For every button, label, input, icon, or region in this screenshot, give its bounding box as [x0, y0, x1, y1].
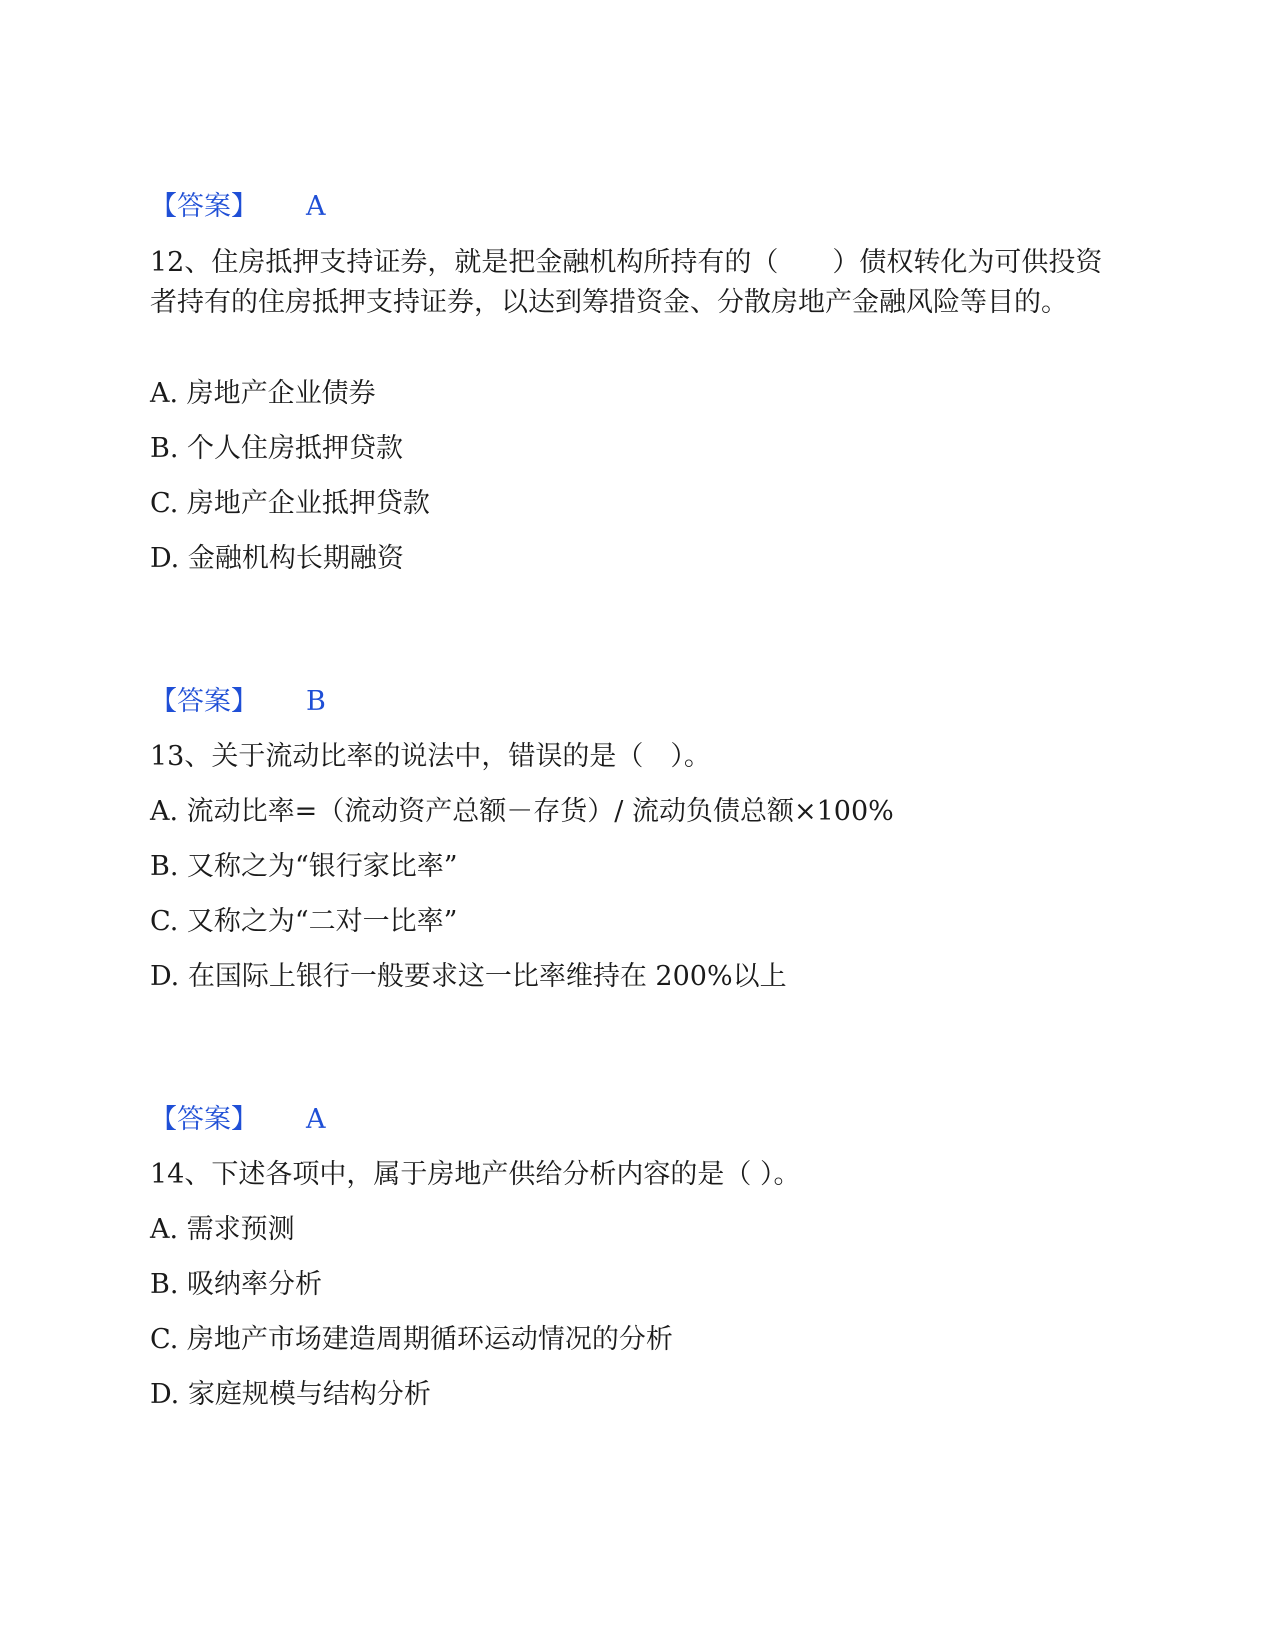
option-d: D. 在国际上银行一般要求这一比率维持在 200%以上 [150, 961, 787, 992]
answer-line [150, 190, 326, 224]
answer-label: 【答案】 [150, 1104, 258, 1135]
option-c: C. 又称之为“二对一比率” [150, 906, 458, 937]
answer-value: B [306, 686, 326, 717]
answer-label: 【答案】 [150, 686, 258, 717]
option-a: A. 需求预测 [150, 1214, 295, 1245]
option-b: B. 又称之为“银行家比率” [150, 851, 458, 882]
question-12 [150, 243, 1125, 323]
answer-label: 【答案】 [150, 191, 258, 222]
answer-line [150, 685, 326, 719]
option-a: A. 房地产企业债券 [150, 378, 376, 409]
option-d: D. 家庭规模与结构分析 [150, 1379, 431, 1410]
option-d: D. 金融机构长期融资 [150, 543, 404, 574]
question-text: 12、住房抵押支持证券，就是把金融机构所持有的（ ）债权转化为可供投资者持有的住房抵押支持证券，以达到筹措资金、分散房地产金融风险等目的。 [150, 247, 1103, 318]
answer-line [150, 1103, 326, 1137]
option-b: B. 个人住房抵押贷款 [150, 433, 404, 464]
option-c: C. 房地产市场建造周期循环运动情况的分析 [150, 1324, 673, 1355]
question-13-text: 13、关于流动比率的说法中，错误的是（ ）。 [150, 741, 711, 772]
answer-value: A [306, 191, 326, 222]
option-a: A. 流动比率=（流动资产总额－存货）/ 流动负债总额×100% [150, 796, 894, 827]
option-c: C. 房地产企业抵押贷款 [150, 488, 430, 519]
answer-value: A [306, 1104, 326, 1135]
option-b: B. 吸纳率分析 [150, 1269, 323, 1300]
question-14-text: 14、下述各项中，属于房地产供给分析内容的是（ ）。 [150, 1159, 801, 1190]
